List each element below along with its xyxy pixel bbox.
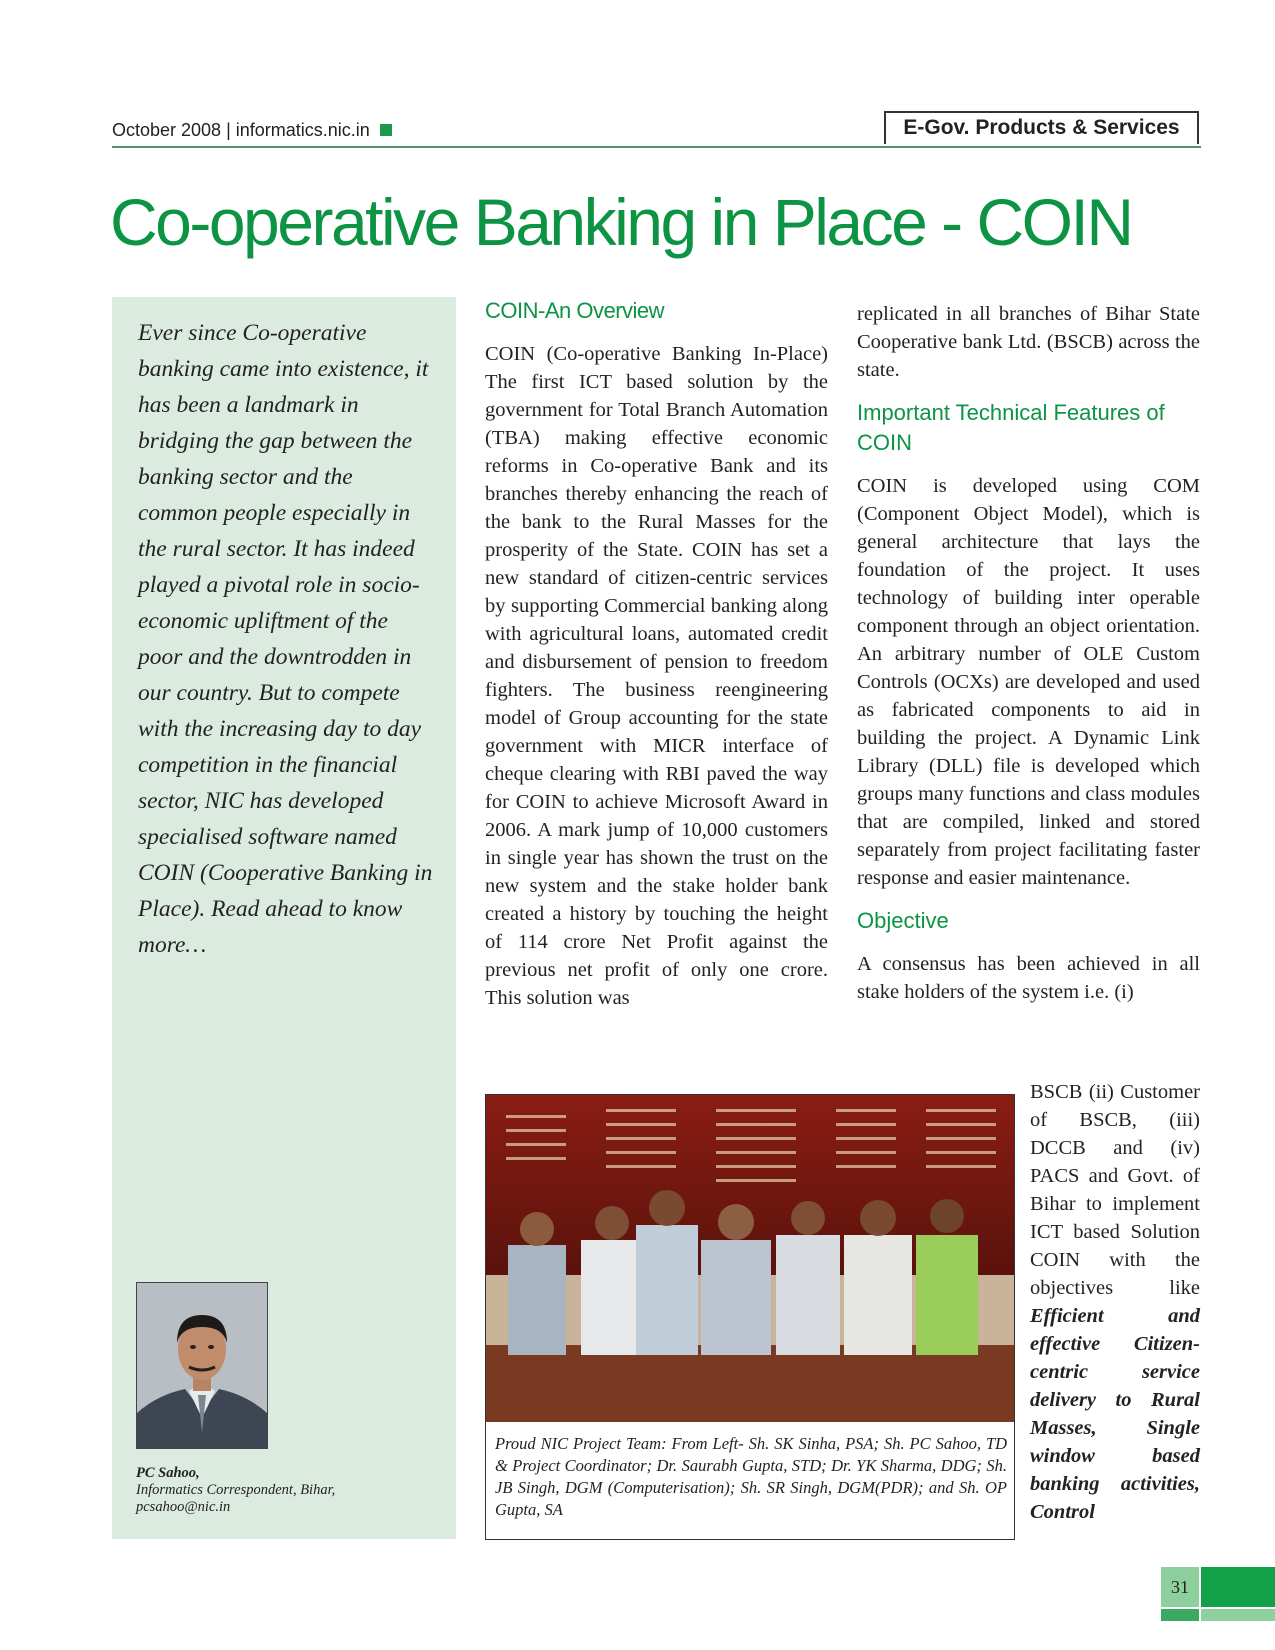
features-heading: Important Technical Features of COIN: [857, 400, 1165, 455]
intro-sidebar: [112, 297, 456, 1539]
features-body: COIN is developed using COM (Component Object Model), which is general architecture that lays the foundation of the project. It uses technology of building inter operable component through an object orientation. An arbitrary number of OLE Custom Controls (OCXs) are developed and used as fabricated components to aid in building the project. A Dynamic Link Library (DLL) file is developed which groups many functions and class modules that are compiled, linked and stored separately from project facilitating faster response and easier maintenance.: [857, 475, 1200, 889]
objective-narrow-text: BSCB (ii) Customer of BSCB, (iii) DCCB and (iv) PACS and Govt. of Bihar to implement ICT based Solution COIN with the objectives like: [1030, 1081, 1200, 1299]
section-label: E-Gov. Products & Services: [884, 111, 1199, 144]
green-square-icon: [380, 124, 392, 136]
overview-column: [485, 296, 828, 1012]
intro-text: Ever since Co-operative banking came into existence, it has been a landmark in bridging the gap between the banking sector and the common people especially in the rural sector. It has indeed played a pivotal role in socio-economic upliftment of the poor and the downtrodden in our country. But to compete with the increasing day to day competition in the financial sector, NIC has developed specialised software named COIN (Cooperative Banking in Place). Read ahead to know more…: [138, 320, 433, 958]
author-photo: [136, 1282, 268, 1449]
corner-strip-light: [1201, 1609, 1275, 1621]
objective-bold-text: Efficient and effective Citizen-centric service delivery to Rural Masses, Single window based banking activities, Control: [1030, 1305, 1200, 1523]
article-title: Co-operative Banking in Place - COIN: [110, 185, 1132, 259]
team-photo-frame: [485, 1094, 1015, 1540]
corner-block: [1201, 1567, 1275, 1607]
issue-line: [112, 120, 392, 141]
team-photo: [486, 1095, 1014, 1422]
author-portrait-image: [137, 1283, 267, 1448]
header-divider: [112, 146, 1201, 148]
author-name: PC Sahoo,: [136, 1465, 200, 1481]
right-column: [857, 300, 1200, 1006]
objective-continuation: [1030, 1078, 1200, 1526]
objective-body: A consensus has been achieved in all stake holders of the system i.e. (i): [857, 953, 1200, 1003]
author-byline: [136, 1465, 335, 1516]
objective-heading: Objective: [857, 908, 949, 933]
author-role: Informatics Correspondent, Bihar,: [136, 1482, 336, 1498]
overview-body: COIN (Co-operative Banking In-Place) The first ICT based solution by the government for Total Branch Automation (TBA) making effective economic reforms in Co-operative Bank and its branches thereby enhancing the reach of the bank to the Rural Masses for the prosperity of the State. COIN has set a new standard of citizen-centric services by supporting Commercial banking along with agricultural loans, automated credit and disbursement of pension to freedom fighters. The business reengineering model of Group accounting for the state government with MICR interface of cheque clearing with RBI paved the way for COIN to achieve Microsoft Award in 2006. A mark jump of 10,000 customers in single year has shown the trust on the new system and the stake holder bank created a history by touching the height of 114 crore Net Profit against the previous net profit of only one crore. This solution was: [485, 343, 828, 1009]
author-email: pcsahoo@nic.in: [136, 1499, 231, 1515]
photo-caption: Proud NIC Project Team: From Left- Sh. SK Sinha, PSA; Sh. PC Sahoo, TD & Project Coordinator; Dr. Saurabh Gupta, STD; Dr. YK Sharma, DDG; Sh. JB Singh, DGM (Computerisation); Sh. SR Singh, DGM(PDR); and Sh. OP Gupta, SA: [495, 1434, 1007, 1519]
team-photo-image: [486, 1095, 1014, 1422]
page-number: 31: [1161, 1567, 1199, 1607]
corner-strip: [1161, 1609, 1199, 1621]
overview-heading: COIN-An Overview: [485, 298, 665, 323]
issue-text: October 2008 | informatics.nic.in: [112, 120, 370, 140]
overview-continuation: replicated in all branches of Bihar State Cooperative bank Ltd. (BSCB) across the state.: [857, 303, 1200, 381]
